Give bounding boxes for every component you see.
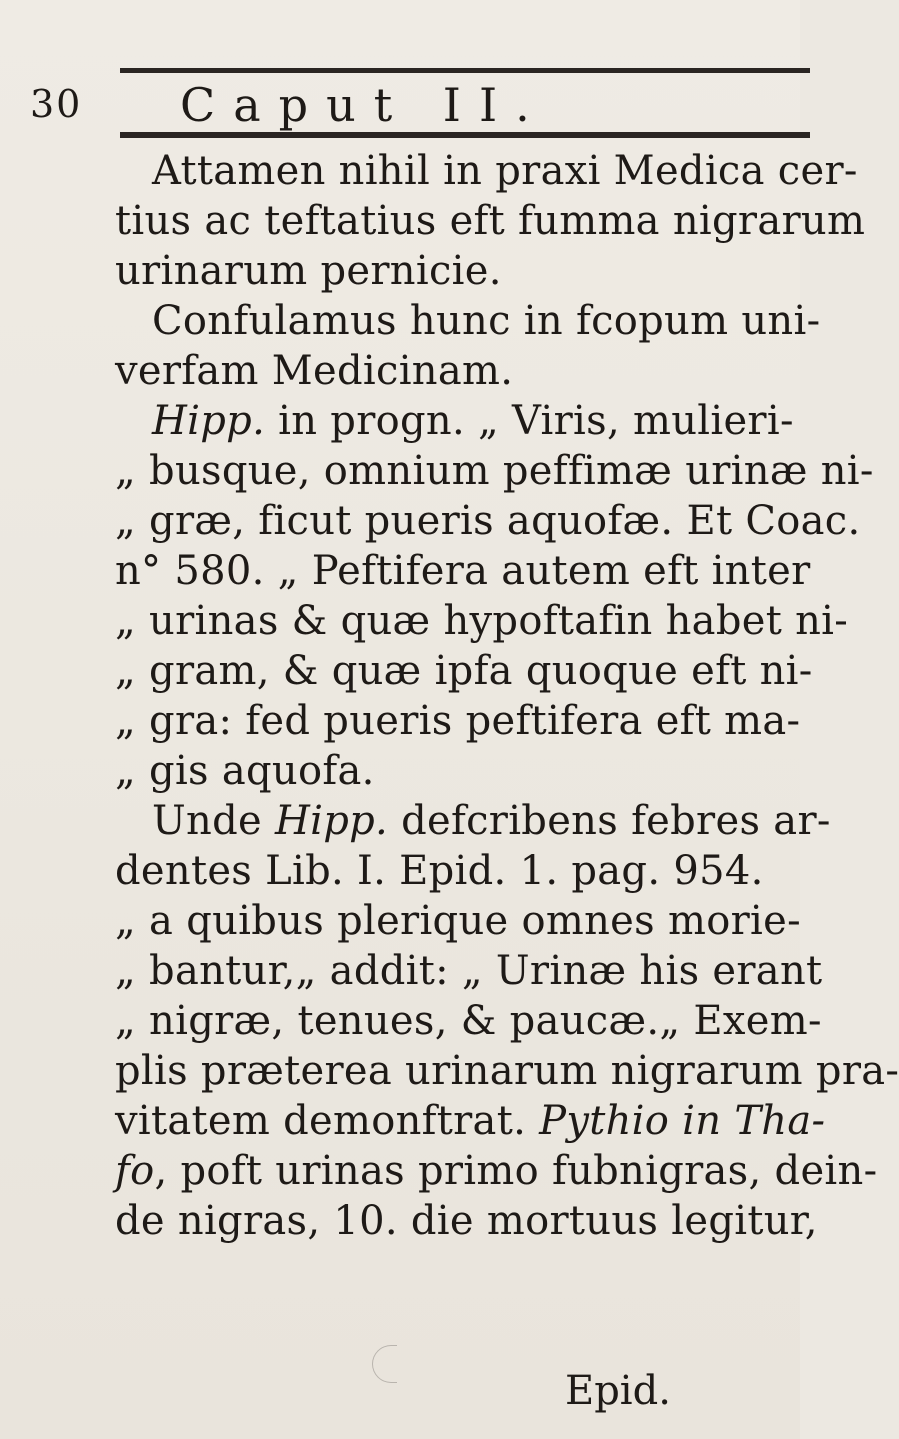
text-line: „ bantur,„ addit: „ Urinæ his erant [115, 948, 823, 994]
running-head: Caput II. [180, 78, 548, 132]
text-line: Attamen nihil in praxi Medica cer- [152, 148, 858, 194]
ink-mark [372, 1345, 397, 1383]
text-line: „ gra: fed pueris peftifera eft ma- [115, 698, 801, 744]
author-citation: Hipp. [274, 798, 389, 844]
page-number: 30 [30, 82, 83, 126]
text-line: vitatem demonftrat. Pythio in Tha- [115, 1098, 826, 1144]
text-line: „ græ, ficut pueris aquofæ. Et Coac. [115, 498, 861, 544]
text-line: Hipp. in progn. „ Viris, mulieri- [152, 398, 794, 444]
page-header [30, 78, 790, 130]
text-line: „ urinas & quæ hypoftafin habet ni- [115, 598, 849, 644]
text-line: „ a quibus plerique omnes morie- [115, 898, 801, 944]
author-citation: Hipp. [152, 398, 266, 444]
text-line: „ nigræ, tenues, & paucæ.„ Exem- [115, 998, 822, 1044]
text-line: Unde Hipp. defcribens febres ar- [152, 798, 831, 844]
italic-reference: Pythio in Tha- [539, 1098, 826, 1144]
text-line: tius ac teftatius eft fumma nigrarum [115, 198, 866, 244]
text-line: de nigras, 10. die mortuus legitur, [115, 1198, 818, 1244]
header-rule-top [120, 68, 810, 73]
text-line: dentes Lib. I. Epid. 1. pag. 954. [115, 848, 764, 894]
catchword: Epid. [565, 1368, 671, 1414]
header-rule-bottom [120, 132, 810, 138]
text-line: Confulamus hunc in fcopum uni- [152, 298, 821, 344]
italic-reference: fo [115, 1148, 155, 1194]
text-line: fo, poft urinas primo fubnigras, dein- [115, 1148, 878, 1194]
text-line: n° 580. „ Peftifera autem eft inter [115, 548, 811, 594]
text-line: „ gis aquofa. [115, 748, 375, 794]
text-line: „ gram, & quæ ipfa quoque eft ni- [115, 648, 813, 694]
text-line: urinarum pernicie. [115, 248, 502, 294]
text-line: „ busque, omnium peffimæ urinæ ni- [115, 448, 874, 494]
text-line: verfam Medicinam. [115, 348, 514, 394]
text-line: plis præterea urinarum nigrarum pra- [115, 1048, 899, 1094]
